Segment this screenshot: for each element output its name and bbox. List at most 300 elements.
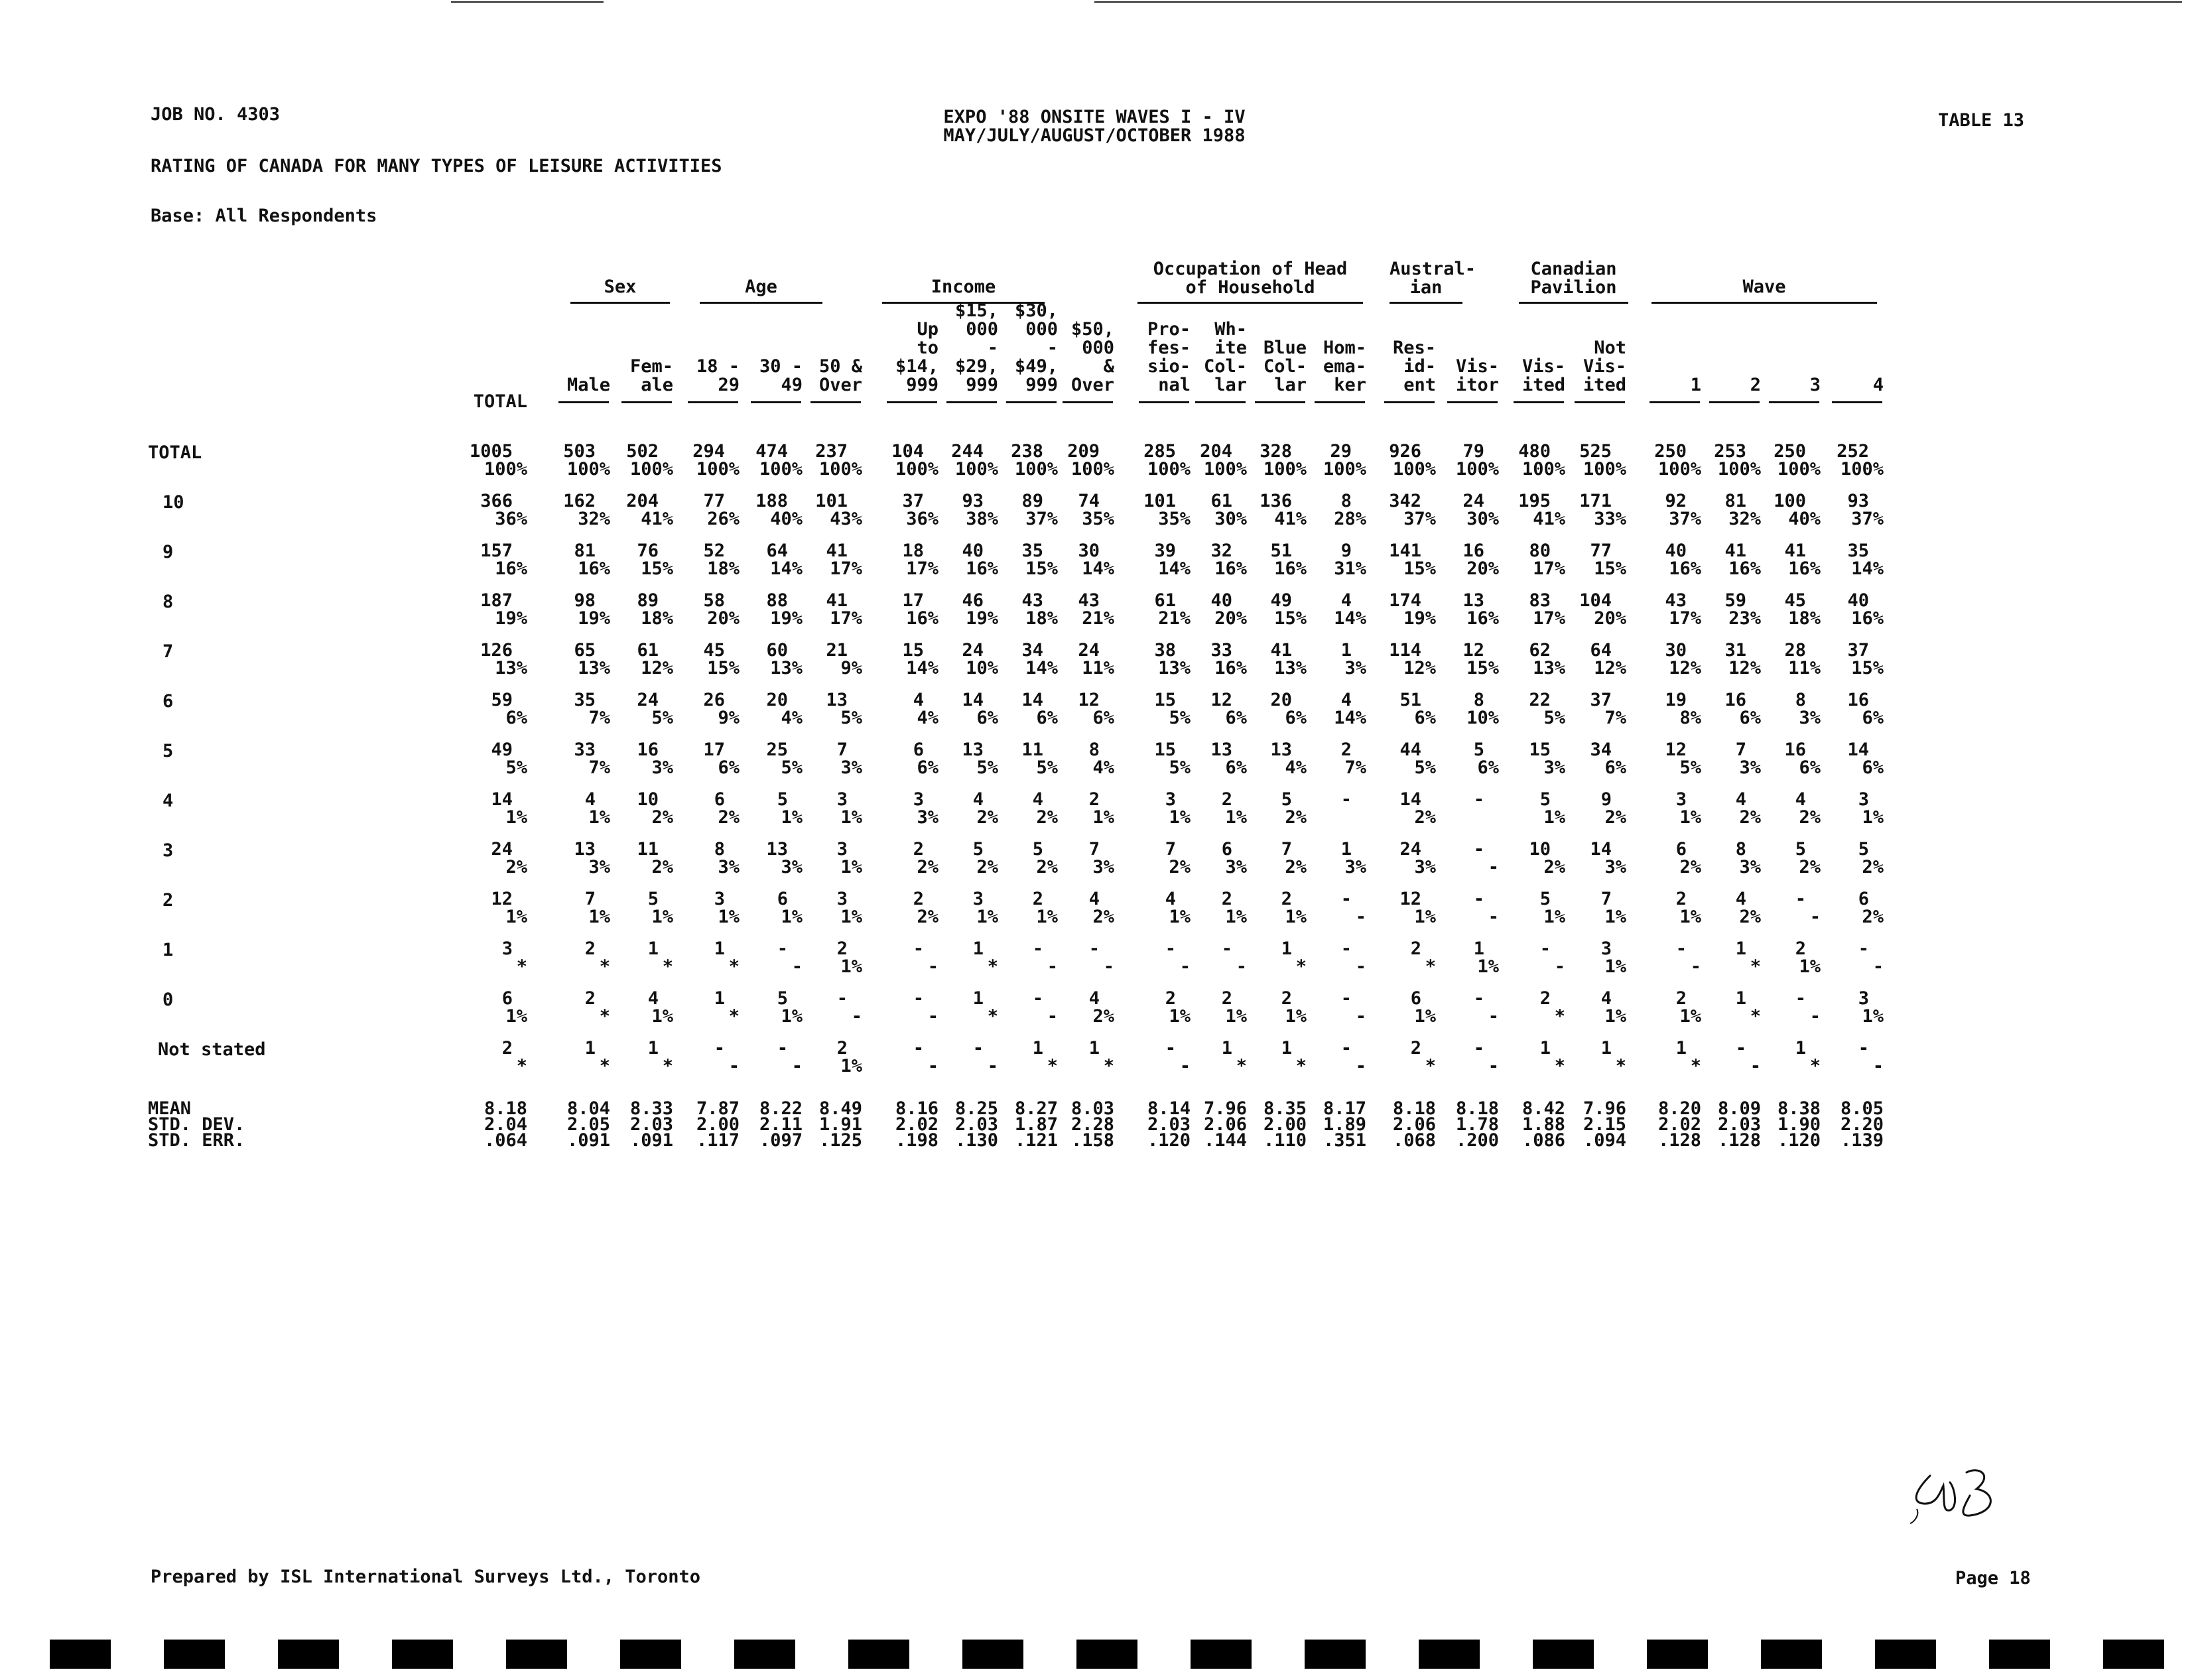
cell-count: 328 <box>1260 441 1292 462</box>
stats-value: 1.78 <box>1455 1114 1499 1135</box>
cell-percent: 6% <box>1225 757 1247 778</box>
cell-percent: 35% <box>1082 509 1114 529</box>
cell-count: 1 <box>714 938 725 959</box>
cell-count: 6 <box>1221 839 1232 860</box>
cell-percent: * <box>599 956 610 977</box>
cell-count: 294 <box>692 441 725 462</box>
column-header-line: lar <box>1214 375 1247 395</box>
cell-count: 4 <box>1600 988 1612 1009</box>
cell-percent: 19% <box>495 608 527 629</box>
cell-count: 15 <box>1154 690 1176 710</box>
cell-percent: 13% <box>1158 658 1191 678</box>
cell-count: 195 <box>1518 491 1551 511</box>
cell-count: 7 <box>1088 839 1100 860</box>
cell-count: 93 <box>1847 491 1869 511</box>
cell-percent: 2% <box>917 907 938 927</box>
cell-count: 7 <box>1735 740 1746 760</box>
cell-count: 12 <box>491 889 513 909</box>
cell-count: 5 <box>647 889 659 909</box>
cell-percent: 17% <box>1533 608 1565 629</box>
table-cell <box>434 542 527 578</box>
cell-count: 9 <box>1340 541 1352 561</box>
cell-count: 1 <box>972 938 984 959</box>
column-header-line: sio- <box>1147 356 1191 377</box>
row-label: 4 <box>162 791 174 811</box>
cell-percent: 2% <box>1799 807 1821 828</box>
stats-value: .120 <box>1777 1130 1821 1151</box>
cell-count: - <box>1340 938 1352 959</box>
group-header-1 <box>570 278 670 296</box>
cell-percent: 1% <box>651 1006 673 1027</box>
cell-percent: * <box>1615 1056 1626 1076</box>
registration-mark <box>1305 1640 1366 1669</box>
cell-count: 59 <box>1724 590 1746 611</box>
cell-count: - <box>714 1038 725 1059</box>
cell-count: 2 <box>1675 988 1687 1009</box>
table-cell <box>434 691 527 727</box>
cell-count: 1 <box>972 988 984 1009</box>
stats-value: .130 <box>954 1130 998 1151</box>
cell-count: 2 <box>1410 938 1421 959</box>
cell-count: 10 <box>637 789 659 810</box>
group-underline <box>1390 302 1462 304</box>
cell-percent: 100% <box>1717 459 1761 480</box>
column-header-line: Vis- <box>1521 356 1565 377</box>
registration-mark <box>278 1640 339 1669</box>
cell-percent: 11% <box>1082 658 1114 678</box>
cell-count: 17 <box>902 590 924 611</box>
cell-percent: - <box>1488 1056 1499 1076</box>
cell-count: 366 <box>480 491 513 511</box>
cell-percent: 6% <box>1862 757 1884 778</box>
cell-count: 3 <box>836 839 848 860</box>
cell-percent: 2% <box>1739 907 1761 927</box>
cell-percent: 2% <box>651 857 673 877</box>
cell-count: 4 <box>1340 590 1352 611</box>
column-header-line: 50 & <box>818 356 862 377</box>
table-cell <box>434 1039 527 1075</box>
base-description: Base: All Respondents <box>151 206 377 226</box>
cell-count: 237 <box>815 441 848 462</box>
cell-percent: 5% <box>1169 757 1191 778</box>
stats-value: .120 <box>1147 1130 1191 1151</box>
cell-percent: - <box>1488 907 1499 927</box>
cell-count: 5 <box>1473 740 1484 760</box>
cell-count: 19 <box>1665 690 1687 710</box>
column-header-line: 3 <box>1809 375 1821 395</box>
cell-count: - <box>777 938 788 959</box>
cell-count: 3 <box>714 889 725 909</box>
cell-percent: 5% <box>1679 757 1701 778</box>
group-header-line: Canadian <box>1530 259 1617 279</box>
stats-labels <box>148 1098 245 1151</box>
stats-value: 1.88 <box>1521 1114 1565 1135</box>
stats-value: 8.38 <box>1777 1098 1821 1119</box>
column-header-line: $30, <box>1014 300 1058 321</box>
cell-percent: 2% <box>1862 857 1884 877</box>
cell-percent: 13% <box>770 658 803 678</box>
cell-percent: 17% <box>830 608 862 629</box>
cell-count: 126 <box>480 640 513 661</box>
cell-percent: 5% <box>505 757 527 778</box>
cell-count: 2 <box>913 839 924 860</box>
cell-percent: - <box>791 956 803 977</box>
cell-percent: 6% <box>917 757 938 778</box>
column-header-line: lar <box>1274 375 1307 395</box>
cell-count: 6 <box>777 889 788 909</box>
cell-percent: 13% <box>578 658 610 678</box>
cell-count: 8 <box>1795 690 1806 710</box>
stats-value: 7.87 <box>696 1098 740 1119</box>
stats-value: 2.06 <box>1392 1114 1436 1135</box>
stats-value: 8.35 <box>1263 1098 1307 1119</box>
stats-value: 7.96 <box>1203 1098 1247 1119</box>
cell-percent: 5% <box>840 708 862 728</box>
cell-percent: * <box>1554 1056 1565 1076</box>
table-cell <box>1791 641 1884 677</box>
cell-percent: 1% <box>1862 807 1884 828</box>
stats-value: 8.42 <box>1521 1098 1565 1119</box>
cell-percent: 37% <box>1025 509 1058 529</box>
cell-percent: 20% <box>707 608 740 629</box>
cell-percent: 3% <box>840 757 862 778</box>
column-header-line: 29 <box>718 375 740 395</box>
stats-cell <box>1791 1098 1884 1151</box>
cell-count: 40 <box>1847 590 1869 611</box>
registration-mark <box>734 1640 795 1669</box>
cell-percent: 19% <box>578 608 610 629</box>
cell-percent: 6% <box>1739 708 1761 728</box>
cell-percent: * <box>1425 956 1436 977</box>
cell-percent: - <box>1809 1006 1821 1027</box>
scan-edge-line <box>1094 1 2182 3</box>
cell-percent: 5% <box>651 708 673 728</box>
cell-count: 2 <box>836 1038 848 1059</box>
cell-count: 2 <box>1221 889 1232 909</box>
cell-percent: 1% <box>505 1006 527 1027</box>
cell-percent: 6% <box>1862 708 1884 728</box>
registration-mark <box>620 1640 681 1669</box>
column-underline <box>1063 401 1113 403</box>
cell-percent: - <box>1488 1006 1499 1027</box>
cell-percent: 1% <box>1414 907 1436 927</box>
cell-count: 3 <box>1858 988 1869 1009</box>
registration-mark <box>1076 1640 1137 1669</box>
cell-percent: 2% <box>505 857 527 877</box>
group-header-2 <box>700 278 822 296</box>
cell-percent: 14% <box>770 558 803 579</box>
cell-count: 1 <box>1281 938 1292 959</box>
stats-value: 8.04 <box>566 1098 610 1119</box>
stats-value: 2.03 <box>1147 1114 1191 1135</box>
cell-percent: 100% <box>1014 459 1058 480</box>
stats-value: 2.03 <box>629 1114 673 1135</box>
cell-percent: 33% <box>1594 509 1626 529</box>
cell-count: - <box>1340 789 1352 810</box>
cell-percent: * <box>1236 1056 1247 1076</box>
cell-percent: - <box>1179 956 1191 977</box>
cell-percent: 7% <box>1604 708 1626 728</box>
cell-count: - <box>1032 938 1043 959</box>
stats-value: 8.09 <box>1717 1098 1761 1119</box>
cell-count: 89 <box>637 590 659 611</box>
group-header-3 <box>882 278 1045 296</box>
cell-percent: 1% <box>588 907 610 927</box>
group-header-line: Austral- <box>1390 259 1476 279</box>
registration-mark <box>392 1640 453 1669</box>
column-header-line: $50, <box>1070 319 1114 340</box>
cell-count: - <box>1675 938 1687 959</box>
cell-percent: 10% <box>1466 708 1499 728</box>
column-underline <box>558 401 609 403</box>
cell-percent: 100% <box>1777 459 1821 480</box>
cell-percent: 1% <box>781 1006 803 1027</box>
cell-percent: 100% <box>1840 459 1884 480</box>
cell-count: - <box>1473 789 1484 810</box>
cell-count: 40 <box>1210 590 1232 611</box>
cell-count: 4 <box>1032 789 1043 810</box>
cell-percent: * <box>1047 1056 1058 1076</box>
column-underline <box>621 401 672 403</box>
cell-percent: - <box>1103 956 1114 977</box>
registration-mark <box>164 1640 225 1669</box>
cell-percent: 1% <box>1225 807 1247 828</box>
cell-count: 15 <box>902 640 924 661</box>
cell-count: 3 <box>972 889 984 909</box>
cell-count: 13 <box>1210 740 1232 760</box>
cell-percent: 12% <box>1403 658 1436 678</box>
cell-percent: 2% <box>1799 857 1821 877</box>
cell-count: 252 <box>1837 441 1869 462</box>
cell-percent: - <box>987 1056 998 1076</box>
cell-percent: 2% <box>1285 857 1307 877</box>
cell-count: 2 <box>1281 988 1292 1009</box>
cell-count: 49 <box>1270 590 1292 611</box>
cell-count: 250 <box>1654 441 1687 462</box>
cell-count: 1 <box>1735 938 1746 959</box>
cell-count: 33 <box>574 740 596 760</box>
cell-percent: 15% <box>1851 658 1884 678</box>
cell-count: 3 <box>836 889 848 909</box>
column-header-line: 4 <box>1872 375 1884 395</box>
table-cell <box>434 741 527 777</box>
cell-count: 136 <box>1260 491 1292 511</box>
cell-count: 22 <box>1529 690 1551 710</box>
cell-count: - <box>1473 889 1484 909</box>
cell-count: 39 <box>1154 541 1176 561</box>
cell-count: - <box>1858 1038 1869 1059</box>
cell-count: 7 <box>1281 839 1292 860</box>
stats-value: .128 <box>1657 1130 1701 1151</box>
cell-count: 6 <box>1410 988 1421 1009</box>
cell-percent: 1% <box>840 857 862 877</box>
column-header-line: $15, <box>954 300 998 321</box>
cell-count: 171 <box>1579 491 1612 511</box>
column-header-line: ite <box>1214 338 1247 358</box>
column-underline <box>1384 401 1435 403</box>
column-header-line: 49 <box>781 375 803 395</box>
cell-percent: 17% <box>830 558 862 579</box>
cell-count: 26 <box>703 690 725 710</box>
column-header-line: ema- <box>1323 356 1366 377</box>
cell-count: 3 <box>1600 938 1612 959</box>
column-underline <box>1255 401 1305 403</box>
cell-percent: 16% <box>578 558 610 579</box>
cell-percent: 14% <box>1025 658 1058 678</box>
cell-percent: 2% <box>651 807 673 828</box>
cell-percent: 6% <box>976 708 998 728</box>
column-underline <box>946 401 997 403</box>
column-header-line: 000 <box>966 319 998 340</box>
row-label: 8 <box>162 592 174 612</box>
cell-count: 76 <box>637 541 659 561</box>
cell-count: 45 <box>703 640 725 661</box>
cell-percent: * <box>1750 1006 1761 1027</box>
cell-count: 44 <box>1399 740 1421 760</box>
cell-percent: - <box>1488 857 1499 877</box>
cell-count: - <box>972 1038 984 1059</box>
cell-count: 20 <box>766 690 788 710</box>
column-header-line: 000 <box>1025 319 1058 340</box>
column-underline <box>1832 401 1882 403</box>
row-label: 1 <box>162 940 174 960</box>
cell-percent: 1% <box>651 907 673 927</box>
job-number: JOB NO. 4303 <box>151 104 281 125</box>
cell-percent: 100% <box>895 459 938 480</box>
stats-value: .110 <box>1263 1130 1307 1151</box>
stats-value: .121 <box>1014 1130 1058 1151</box>
cell-percent: 3% <box>917 807 938 828</box>
cell-percent: 6% <box>1414 708 1436 728</box>
cell-percent: 17% <box>1533 558 1565 579</box>
cell-percent: 2% <box>1092 907 1114 927</box>
cell-count: 8 <box>714 839 725 860</box>
cell-count: 11 <box>1021 740 1043 760</box>
cell-count: 7 <box>836 740 848 760</box>
cell-count: 2 <box>1032 889 1043 909</box>
row-label: 2 <box>162 890 174 911</box>
column-underline <box>1769 401 1819 403</box>
cell-count: 37 <box>902 491 924 511</box>
column-header-line: to <box>917 338 938 358</box>
cell-percent: 5% <box>976 757 998 778</box>
cell-percent: 16% <box>495 558 527 579</box>
column-header-line: 30 - <box>759 356 803 377</box>
cell-count: 13 <box>574 839 596 860</box>
cell-percent: 5% <box>781 757 803 778</box>
cell-percent: 12% <box>1728 658 1761 678</box>
cell-percent: 7% <box>588 757 610 778</box>
cell-percent: 100% <box>566 459 610 480</box>
cell-count: 83 <box>1529 590 1551 611</box>
cell-count: 46 <box>962 590 984 611</box>
cell-percent: - <box>1690 956 1701 977</box>
cell-percent: 100% <box>1147 459 1191 480</box>
cell-percent: 13% <box>1533 658 1565 678</box>
group-header-line: Sex <box>604 277 637 297</box>
cell-percent: 15% <box>1466 658 1499 678</box>
cell-count: 1005 <box>469 441 513 462</box>
group-header-line: Pavilion <box>1530 277 1617 298</box>
column-header-line: 999 <box>1025 375 1058 395</box>
cell-count: 3 <box>501 938 513 959</box>
cell-count: 1 <box>1340 640 1352 661</box>
cell-count: 40 <box>962 541 984 561</box>
cell-percent: 3% <box>781 857 803 877</box>
stats-value: .086 <box>1521 1130 1565 1151</box>
cell-percent: 1% <box>1799 956 1821 977</box>
cell-count: 49 <box>491 740 513 760</box>
column-header-line: ker <box>1334 375 1366 395</box>
cell-percent: 1% <box>976 907 998 927</box>
cell-percent: 32% <box>1728 509 1761 529</box>
cell-count: 16 <box>1462 541 1484 561</box>
cell-percent: 3% <box>651 757 673 778</box>
registration-mark <box>1533 1640 1594 1669</box>
cell-percent: 2% <box>917 857 938 877</box>
cell-percent: 16% <box>1466 608 1499 629</box>
stats-value: 8.18 <box>1392 1098 1436 1119</box>
cell-percent: 6% <box>1285 708 1307 728</box>
cell-percent: 1% <box>1285 907 1307 927</box>
study-title-line1: EXPO '88 ONSITE WAVES I - IV <box>943 107 1246 127</box>
cell-count: 104 <box>891 441 924 462</box>
cell-percent: 14% <box>1334 608 1366 629</box>
stats-label: MEAN <box>148 1098 192 1119</box>
stats-value: .128 <box>1717 1130 1761 1151</box>
cell-percent: 19% <box>770 608 803 629</box>
study-title-line2: MAY/JULY/AUGUST/OCTOBER 1988 <box>943 125 1246 146</box>
cell-percent: 3% <box>1799 708 1821 728</box>
cell-count: - <box>913 1038 924 1059</box>
cell-count: 61 <box>1210 491 1232 511</box>
column-header-line: & <box>1103 356 1114 377</box>
cell-percent: 6% <box>1604 757 1626 778</box>
table-cell <box>1791 592 1884 627</box>
cell-percent: 5% <box>1036 757 1058 778</box>
cell-count: - <box>1340 889 1352 909</box>
cell-percent: 1% <box>1285 1006 1307 1027</box>
cell-count: - <box>1340 988 1352 1009</box>
table-cell <box>434 492 527 528</box>
cell-percent: 3% <box>1543 757 1565 778</box>
cell-count: 77 <box>703 491 725 511</box>
cell-count: 51 <box>1270 541 1292 561</box>
cell-count: 6 <box>1858 889 1869 909</box>
cell-percent: 15% <box>1594 558 1626 579</box>
stats-value: 8.33 <box>629 1098 673 1119</box>
cell-count: 238 <box>1011 441 1043 462</box>
column-header-line: Wh- <box>1214 319 1247 340</box>
cell-percent: 4% <box>1092 757 1114 778</box>
cell-count: 525 <box>1579 441 1612 462</box>
column-header-line: - <box>987 338 998 358</box>
cell-percent: 23% <box>1728 608 1761 629</box>
cell-percent: 21% <box>1158 608 1191 629</box>
cell-percent: 100% <box>696 459 740 480</box>
cell-percent: 9% <box>718 708 740 728</box>
table-cell <box>1791 691 1884 727</box>
cell-percent: 2% <box>1414 807 1436 828</box>
cell-percent: 3% <box>1414 857 1436 877</box>
page-number: Page 18 <box>1955 1568 2031 1588</box>
cell-count: 4 <box>1735 889 1746 909</box>
cell-percent: - <box>1047 956 1058 977</box>
cell-count: 1 <box>647 938 659 959</box>
cell-percent: 15% <box>641 558 673 579</box>
cell-count: 4 <box>1088 889 1100 909</box>
group-underline <box>700 302 822 304</box>
